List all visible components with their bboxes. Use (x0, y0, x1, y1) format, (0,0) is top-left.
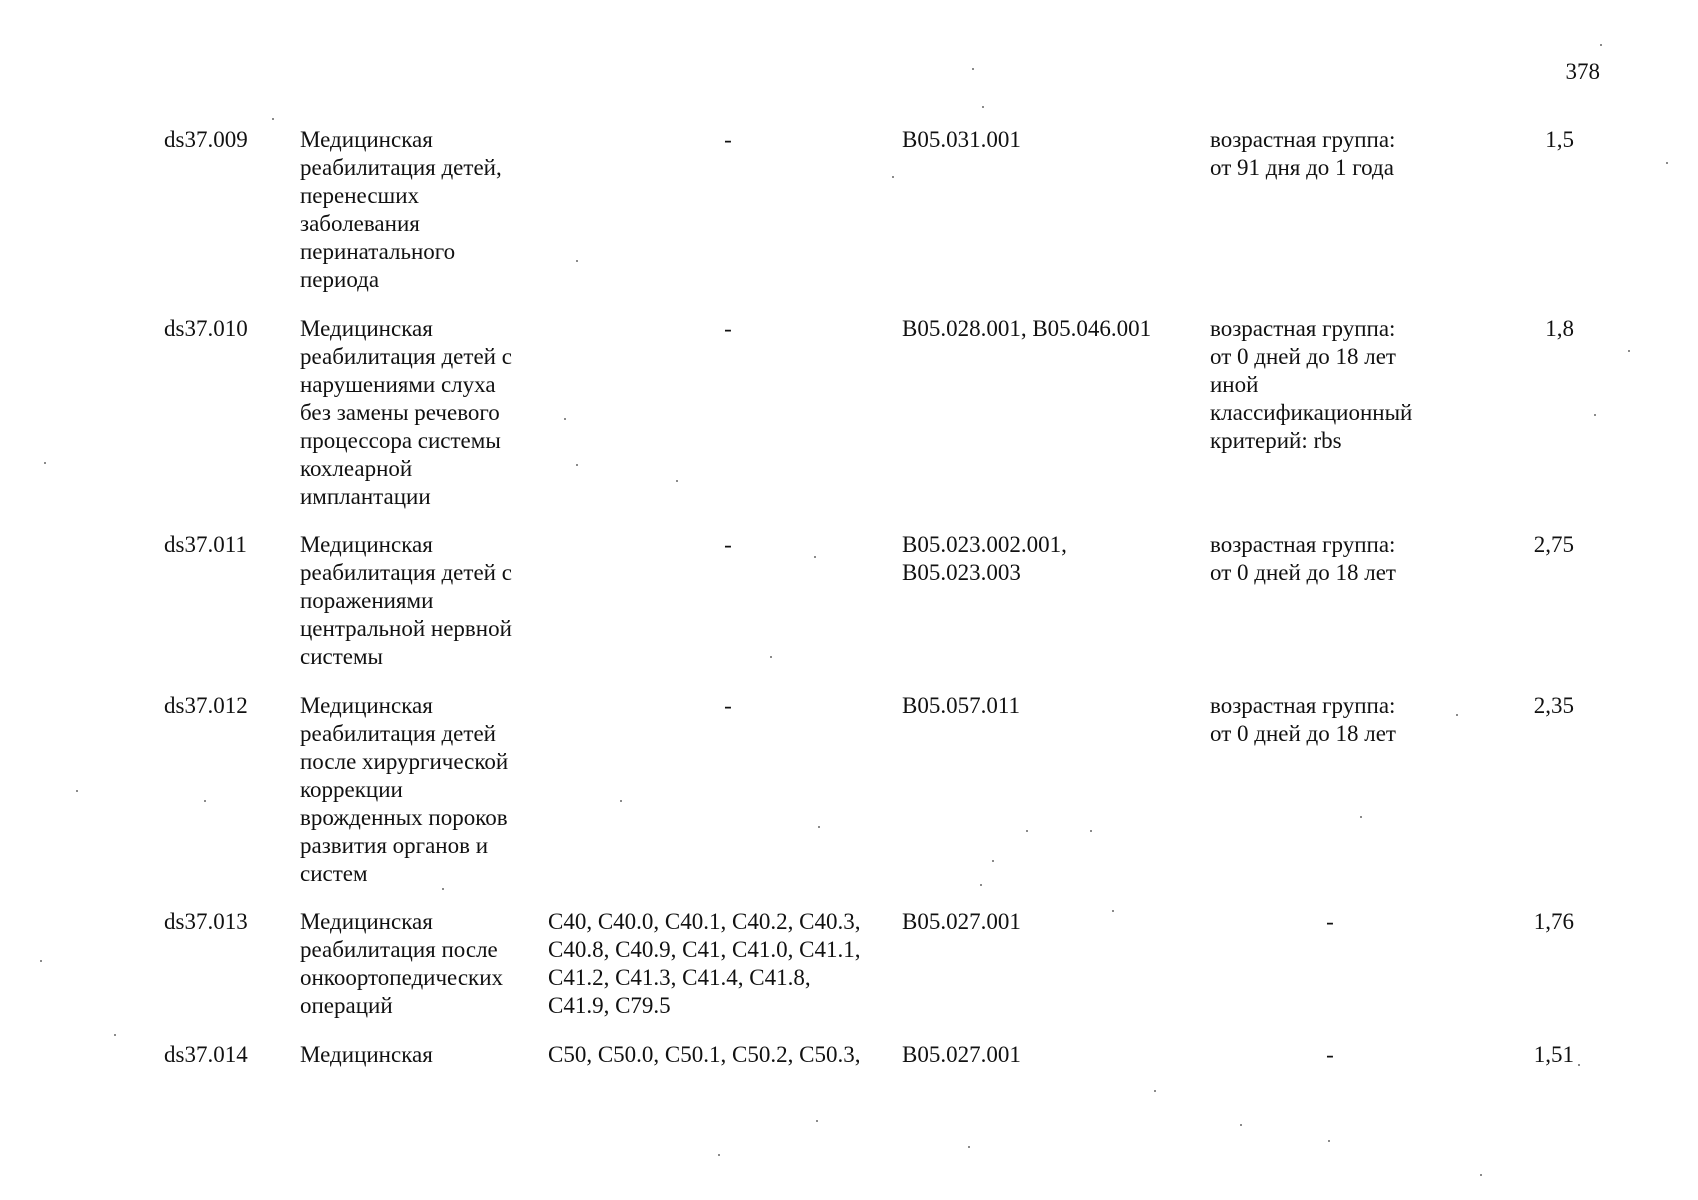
row-code: ds37.012 (164, 693, 248, 718)
row-name: Медицинская реабилитация детей с поражениями центральной нервной системы (300, 532, 512, 669)
row-coefficient: 1,8 (1545, 316, 1574, 341)
scan-speck (76, 790, 78, 792)
scan-speck (576, 260, 578, 262)
scan-speck (1328, 1140, 1330, 1142)
scan-speck (816, 1120, 818, 1122)
row-diagnosis: - (724, 316, 732, 341)
row-service: B05.028.001, B05.046.001 (902, 316, 1152, 341)
scan-speck (442, 888, 444, 890)
scan-speck (982, 106, 984, 108)
row-diagnosis: - (724, 693, 732, 718)
scan-speck (272, 118, 274, 120)
scan-speck (718, 1154, 720, 1156)
scan-speck (1578, 1064, 1580, 1066)
scan-speck (44, 462, 46, 464)
scan-speck (972, 68, 974, 70)
scan-speck (204, 800, 206, 802)
row-service: B05.027.001 (902, 909, 1021, 934)
row-name: Медицинская реабилитация детей после хирургической коррекции врожденных пороков развития органов и систем (300, 693, 509, 886)
scan-speck (1112, 910, 1114, 912)
page-number: 378 (1565, 59, 1600, 84)
scan-speck (1666, 162, 1668, 164)
scan-speck (980, 884, 982, 886)
row-code: ds37.009 (164, 127, 248, 152)
row-diagnosis: - (724, 127, 732, 152)
scan-speck (892, 176, 894, 178)
scan-speck (620, 800, 622, 802)
row-service: B05.057.011 (902, 693, 1020, 718)
row-coefficient: 1,76 (1533, 909, 1574, 934)
row-diagnosis: C50, C50.0, C50.1, C50.2, C50.3, (548, 1042, 861, 1067)
scan-speck (40, 960, 42, 962)
row-coefficient: 1,51 (1533, 1042, 1574, 1067)
scan-speck (564, 418, 566, 420)
scan-speck (770, 656, 772, 658)
row-code: ds37.014 (164, 1042, 248, 1067)
row-coefficient: 2,75 (1533, 532, 1574, 557)
row-criteria: возрастная группа: от 91 дня до 1 года (1210, 127, 1396, 180)
row-name: Медицинская реабилитация после онкоортопедических операций (300, 909, 504, 1018)
row-coefficient: 2,35 (1533, 693, 1574, 718)
scan-speck (1090, 830, 1092, 832)
row-name: Медицинская (300, 1042, 433, 1067)
scan-speck (576, 464, 578, 466)
scan-speck (1600, 44, 1602, 46)
scan-speck (1360, 816, 1362, 818)
row-criteria: возрастная группа: от 0 дней до 18 лет иной классификационный критерий: rbs (1210, 316, 1413, 453)
scan-speck (114, 1034, 116, 1036)
row-service: B05.023.002.001, B05.023.003 (902, 532, 1067, 585)
row-criteria: - (1326, 909, 1334, 934)
scan-speck (1594, 414, 1596, 416)
scan-speck (1628, 350, 1630, 352)
row-name: Медицинская реабилитация детей, перенесших заболевания перинатального периода (300, 127, 502, 292)
row-diagnosis: - (724, 532, 732, 557)
row-coefficient: 1,5 (1545, 127, 1574, 152)
row-diagnosis: C40, C40.0, C40.1, C40.2, C40.3, C40.8, C40.9, C41, C41.0, C41.1, C41.2, C41.3, C41.4, C41.8, C41.9, C79.5 (548, 909, 861, 1018)
row-service: B05.027.001 (902, 1042, 1021, 1067)
row-criteria: - (1326, 1042, 1334, 1067)
scan-speck (1456, 714, 1458, 716)
row-code: ds37.013 (164, 909, 248, 934)
scan-speck (992, 860, 994, 862)
scan-speck (1026, 830, 1028, 832)
row-criteria: возрастная группа: от 0 дней до 18 лет (1210, 532, 1396, 585)
scan-speck (1154, 1090, 1156, 1092)
row-criteria: возрастная группа: от 0 дней до 18 лет (1210, 693, 1396, 746)
row-name: Медицинская реабилитация детей с нарушениями слуха без замены речевого процессора системы кохлеарной имплантации (300, 316, 512, 509)
scan-speck (814, 556, 816, 558)
scan-speck (968, 1146, 970, 1148)
row-code: ds37.010 (164, 316, 248, 341)
scan-speck (1480, 1174, 1482, 1176)
scan-speck (818, 826, 820, 828)
row-code: ds37.011 (164, 532, 247, 557)
scan-speck (676, 480, 678, 482)
row-service: B05.031.001 (902, 127, 1021, 152)
scan-speck (1240, 1124, 1242, 1126)
